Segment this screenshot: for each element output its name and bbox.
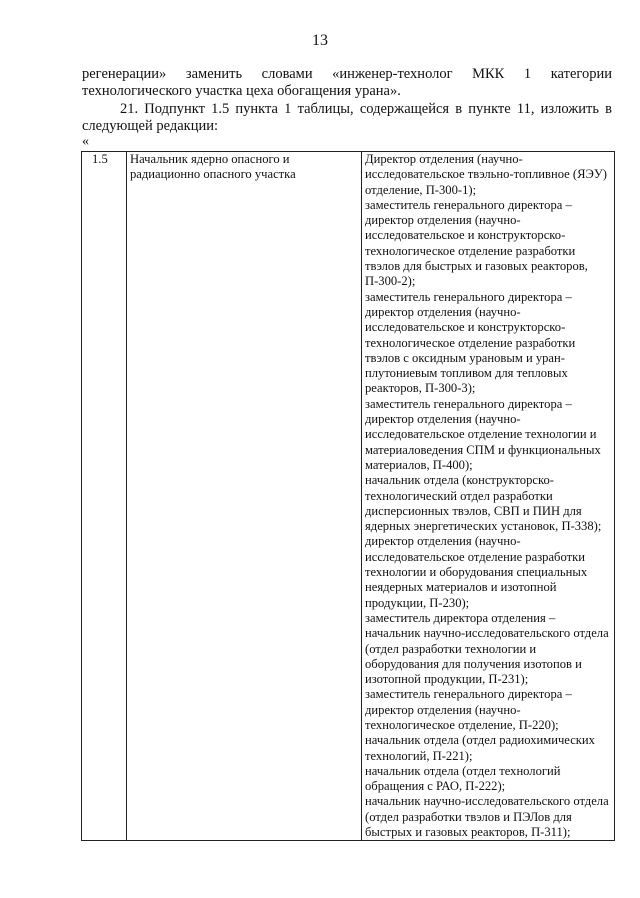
assignment-line: изотопной продукции, П-231);: [365, 672, 529, 687]
assignment-line: П-300-2);: [365, 274, 416, 289]
assignment-line: исследовательское и конструкторско-: [365, 228, 566, 243]
assignment-line: заместитель директора отделения –: [365, 610, 556, 625]
assignment-line: заместитель генерального директора –: [365, 396, 572, 411]
row-number-cell: 1.5: [82, 152, 127, 841]
assignment-line: реакторов, П-300-3);: [365, 381, 476, 396]
assignment-line: исследовательское и конструкторско-: [365, 320, 566, 335]
assignment-line: (отдел разработки технологии и: [365, 641, 537, 656]
paragraph-amendment-21: 21. Подпункт 1.5 пункта 1 таблицы, содержащейся в пункте 11, изложить в следующей редакции:: [82, 101, 612, 134]
assignment-line: начальник научно-исследовательского отдела: [365, 626, 609, 641]
position-cell: [127, 152, 362, 841]
assignment-line: плутониевым топливом для тепловых: [365, 366, 568, 381]
page-number: 13: [312, 32, 328, 49]
position-line: радиационно опасного участка: [130, 167, 296, 182]
assignment-line: обращения с РАО, П-222);: [365, 779, 506, 794]
assignment-line: ядерных энергетических установок, П-338);: [365, 519, 602, 534]
assignment-line: быстрых и газовых реакторов, П-311);: [365, 825, 571, 840]
opening-quote-mark: «: [82, 134, 89, 149]
assignment-line: неядерных материалов и изотопной: [365, 580, 557, 595]
assignment-line: технологическое отделение, П-220);: [365, 717, 559, 732]
position-line: Начальник ядерно опасного и: [130, 152, 290, 166]
assignment-line: твэлов с оксидным урановым и уран-: [365, 350, 565, 365]
assignment-line: отделение, П-300-1);: [365, 182, 477, 197]
assignment-line: заместитель генерального директора –: [365, 687, 572, 702]
assignment-line: технологическое отделение разработки: [365, 335, 576, 350]
assignment-line: (отдел разработки твэлов и ПЭЛов для: [365, 809, 572, 824]
assignment-line: директор отделения (научно-: [365, 702, 521, 717]
assignment-line: технологический отдел разработки: [365, 488, 553, 503]
assignment-line: оборудования для получения изотопов и: [365, 656, 582, 671]
assignment-line: исследовательское отделение разработки: [365, 549, 585, 564]
assignment-line: исследовательское твэльно-топливное (ЯЭУ): [365, 167, 607, 182]
assignment-line: технологии и оборудования специальных: [365, 565, 588, 580]
assignment-line: исследовательское отделение технологии и: [365, 427, 597, 442]
assignment-line: продукции, П-230);: [365, 595, 470, 610]
assignment-line: директор отделения (научно-: [365, 304, 521, 319]
assignment-line: начальник научно-исследовательского отдела: [365, 794, 609, 809]
assignment-line: дисперсионных твэлов, СВП и ПИН для: [365, 503, 582, 518]
assignment-line: директор отделения (научно-: [365, 534, 521, 549]
amendment-table: [81, 151, 615, 841]
assignment-line: директор отделения (научно-: [365, 412, 521, 427]
assignment-line: технологий, П-221);: [365, 748, 473, 763]
assignment-line: начальник отдела (отдел технологий: [365, 763, 561, 778]
assignment-line: Директор отделения (научно-: [365, 152, 523, 166]
assignment-line: директор отделения (научно-: [365, 213, 521, 228]
assignment-line: материаловедения СПМ и функциональных: [365, 442, 601, 457]
assignment-line: заместитель генерального директора –: [365, 289, 572, 304]
assignment-line: технологическое отделение разработки: [365, 243, 576, 258]
assignment-line: материалов, П-400);: [365, 457, 473, 472]
assignment-line: заместитель генерального директора –: [365, 197, 572, 212]
assignment-cell: [362, 152, 615, 841]
assignment-line: начальник отдела (отдел радиохимических: [365, 733, 595, 748]
assignment-line: начальник отдела (конструкторско-: [365, 473, 554, 488]
assignment-line: твэлов для быстрых и газовых реакторов,: [365, 259, 588, 274]
paragraph-amendment-20-end: регенерации» заменить словами «инженер-технолог МКК 1 категории технологического участка цеха обогащения урана».: [82, 66, 612, 99]
table-row: [82, 152, 615, 841]
